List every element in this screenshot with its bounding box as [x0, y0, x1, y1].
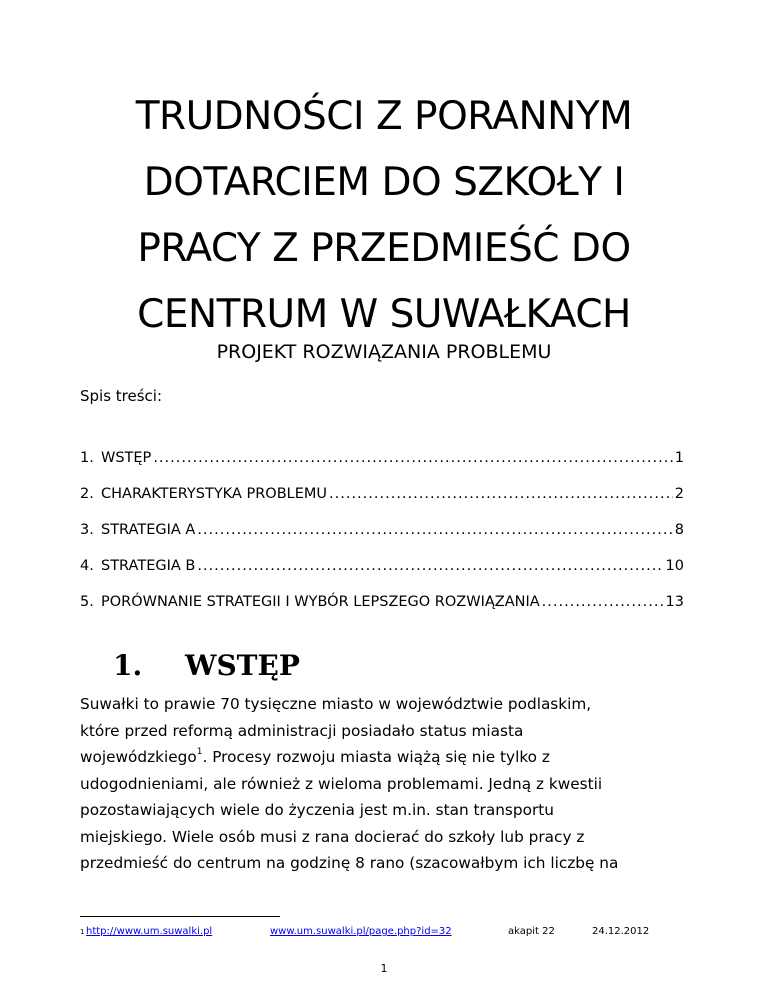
title-line: PRACY Z PRZEDMIEŚĆ DO — [137, 226, 631, 271]
document-title — [80, 84, 688, 348]
toc-entry-label: WSTĘP — [101, 450, 152, 466]
footnote-date: 24.12.2012 — [592, 926, 650, 937]
toc-entry-number: 4. — [80, 558, 94, 574]
toc-entry-label: PORÓWNANIE STRATEGII I WYBÓR LEPSZEGO ROZWIĄZANIA — [101, 594, 540, 610]
toc-leader-dots — [329, 484, 673, 504]
body-line: które przed reformą administracji posiadało status miasta — [80, 721, 524, 740]
body-line: pozostawiających wiele do życzenia jest m.in. stan transportu — [80, 801, 554, 819]
toc-entry-page: 1 — [674, 450, 684, 466]
title-line: TRUDNOŚCI Z PORANNYM — [135, 94, 633, 139]
toc-leader-dots — [197, 520, 672, 540]
body-line: przedmieść do centrum na godzinę 8 rano (szacowałbym ich liczbę na — [80, 854, 619, 872]
toc-leader-dots — [197, 556, 663, 576]
title-line: DOTARCIEM DO SZKOŁY I — [143, 160, 625, 205]
toc-entry-label: STRATEGIA B — [101, 558, 196, 574]
document-subtitle: PROJEKT ROZWIĄZANIA PROBLEMU — [216, 341, 552, 363]
footnote-reference[interactable]: 1 — [196, 747, 203, 757]
toc-entry-page: 13 — [665, 594, 684, 610]
toc-heading: Spis treści: — [80, 387, 163, 405]
footnote-link-homepage[interactable]: http://www.um.suwalki.pl — [86, 926, 213, 937]
toc-entry-number: 3. — [80, 522, 94, 538]
toc-entry-wstep[interactable] — [80, 448, 684, 468]
toc-entry-strategia-b[interactable] — [80, 556, 684, 576]
footnote-link-page[interactable]: www.um.suwalki.pl/page.php?id=32 — [270, 926, 452, 937]
toc-entry-number: 1. — [80, 450, 94, 466]
toc-entry-page: 2 — [674, 486, 684, 502]
title-line: CENTRUM W SUWAŁKACH — [137, 292, 631, 337]
toc-entry-label: STRATEGIA A — [101, 522, 196, 538]
body-line: miejskiego. Wiele osób musi z rana docierać do szkoły lub pracy z — [80, 827, 585, 846]
section-number: 1. — [113, 649, 143, 682]
toc-entry-number: 2. — [80, 486, 94, 502]
toc-entry-charakterystyka[interactable] — [80, 484, 684, 504]
body-text-segment: . Procesy rozwoju miasta wiążą się nie tylko z — [202, 748, 550, 766]
body-line: udogodnieniami, ale również z wieloma problemami. Jedną z kwestii — [80, 774, 603, 793]
footnote-paragraph: akapit 22 — [508, 926, 555, 937]
toc-entry-porownanie[interactable] — [80, 592, 684, 612]
section-body — [80, 691, 690, 877]
footnote-mark: 1 — [80, 928, 85, 936]
footnote — [80, 925, 690, 943]
body-line: Suwałki to prawie 70 tysięczne miasto w województwie podlaskim, — [80, 695, 592, 713]
page-number: 1 — [380, 962, 388, 975]
toc-entry-strategia-a[interactable] — [80, 520, 684, 540]
toc-entry-number: 5. — [80, 594, 94, 610]
toc-entry-page: 10 — [665, 558, 684, 574]
section-heading — [113, 648, 300, 684]
footnote-separator — [80, 916, 280, 917]
toc-entry-page: 8 — [674, 522, 684, 538]
toc-leader-dots — [153, 448, 672, 468]
section-title: WSTĘP — [185, 649, 300, 682]
body-text-segment: wojewódzkiego — [80, 748, 197, 766]
body-line — [80, 744, 690, 771]
toc-entry-label: CHARAKTERYSTYKA PROBLEMU — [101, 486, 328, 502]
toc-leader-dots — [542, 592, 664, 612]
